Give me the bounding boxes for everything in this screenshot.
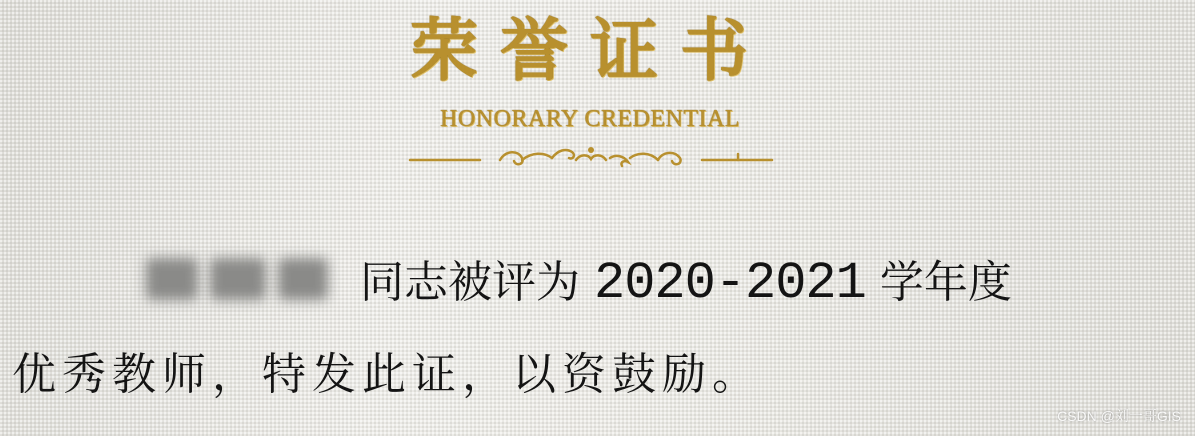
- line1-suffix: 学年度: [879, 257, 1012, 308]
- line1-years: 2020-2021: [594, 254, 866, 313]
- certificate-title-en: HONORARY CREDENTIAL: [440, 106, 740, 132]
- certificate-title-cn: 荣誉证书: [409, 11, 770, 91]
- line1-prefix: 同志被评为: [360, 257, 580, 308]
- award-text-line-1: [360, 248, 1012, 319]
- award-text-line-2: 优秀教师，特发此证，以资鼓励。: [12, 349, 762, 400]
- ornament-divider: [408, 142, 774, 172]
- source-watermark: CSDN @刘一哥GIS: [1057, 408, 1181, 424]
- redacted-name: [140, 252, 332, 306]
